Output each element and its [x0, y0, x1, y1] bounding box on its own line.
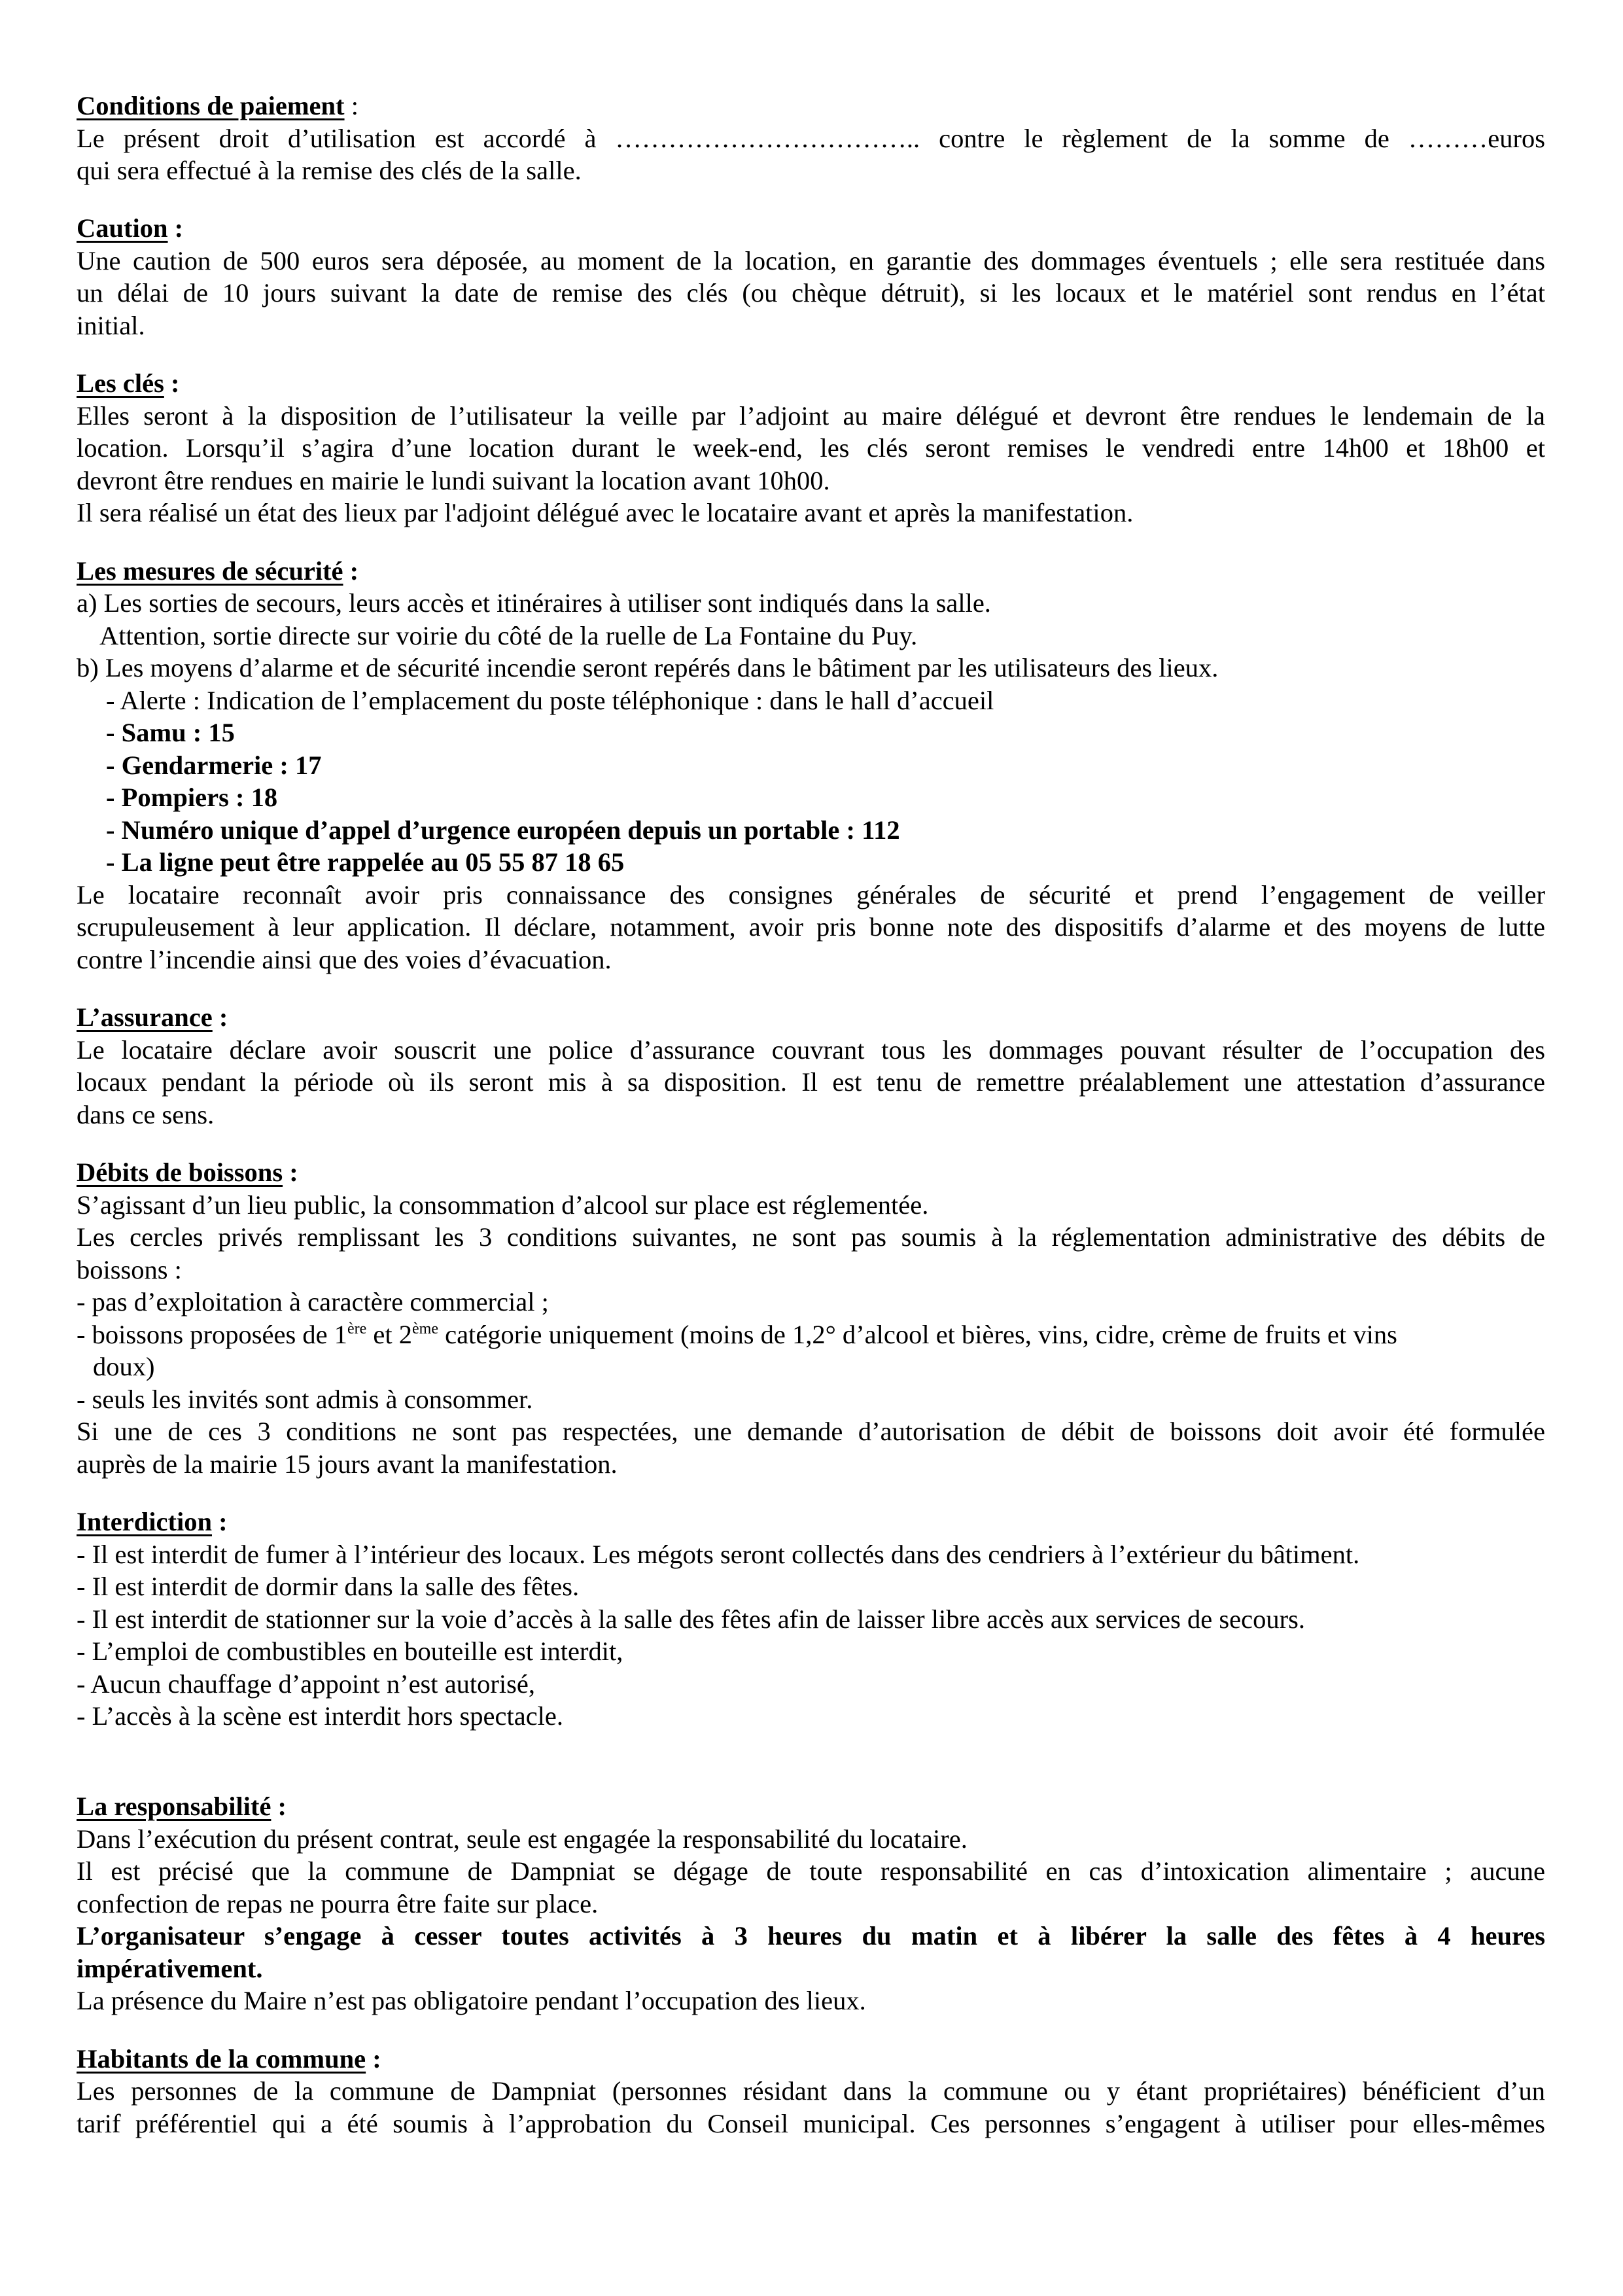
paragraph-line: Elles seront à la disposition de l’utilisateur la veille par l’adjoint au maire délégué et devront être rendues le lendemain de la	[77, 401, 1545, 431]
heading-text: Conditions de paiement	[77, 91, 345, 120]
prohibition-item: - Il est interdit de dormir dans la salle des fêtes.	[77, 1572, 580, 1601]
paragraph-line: dans ce sens.	[77, 1100, 215, 1129]
paragraph-line: La présence du Maire n’est pas obligatoire pendant l’occupation des lieux.	[77, 1986, 866, 2015]
paragraph-line: initial.	[77, 311, 145, 340]
section-heading-interdiction	[77, 1506, 1545, 1538]
paragraph-line: tarif préférentiel qui a été soumis à l’approbation du Conseil municipal. Ces personnes s’engagent à utiliser pour elles-mêmes	[77, 2109, 1545, 2138]
emergency-number-samu: - Samu : 15	[106, 718, 235, 747]
section-heading-responsabilite	[77, 1790, 1545, 1823]
prohibition-item: - Aucun chauffage d’appoint n’est autorisé,	[77, 1669, 536, 1699]
condition-item-categories	[77, 1318, 1545, 1351]
heading-colon: :	[343, 556, 359, 586]
text: catégorie uniquement (moins de 1,2° d’alcool et bières, vins, cidre, crème de fruits et vins	[438, 1320, 1397, 1349]
section-heading-debits-boissons	[77, 1156, 1545, 1189]
paragraph-line: Le locataire reconnaît avoir pris connaissance des consignes générales de sécurité et prend l’engagement de veiller	[77, 880, 1545, 910]
section-heading-assurance	[77, 1001, 1545, 1034]
heading-colon: :	[212, 1002, 228, 1032]
paragraph-line: Il est précisé que la commune de Dampniat se dégage de toute responsabilité en cas d’intoxication alimentaire ; aucune	[77, 1856, 1545, 1886]
paragraph-line: Les personnes de la commune de Dampniat (personnes résidant dans la commune ou y étant propriétaires) bénéficient d’un	[77, 2076, 1545, 2106]
prohibition-item: - Il est interdit de stationner sur la voie d’accès à la salle des fêtes afin de laisser libre accès aux services de secours.	[77, 1604, 1305, 1634]
heading-text: L’assurance	[77, 1002, 213, 1032]
paragraph-line: location. Lorsqu’il s’agira d’une location durant le week-end, les clés seront remises le vendredi entre 14h00 et 18h00 et	[77, 433, 1545, 463]
heading-text: Débits de boissons	[77, 1157, 283, 1187]
paragraph-line: Les cercles privés remplissant les 3 conditions suivantes, ne sont pas soumis à la réglementation administrative des débits de	[77, 1222, 1545, 1252]
section-heading-mesures-securite	[77, 555, 1545, 588]
paragraph-line: Le présent droit d’utilisation est accordé à …………………………….. contre le règlement de la somme de ………euros	[77, 124, 1545, 153]
heading-text: Les clés	[77, 368, 164, 398]
heading-colon: :	[344, 91, 358, 120]
condition-item-continuation: doux)	[93, 1352, 155, 1381]
paragraph-line: S’agissant d’un lieu public, la consommation d’alcool sur place est réglementée.	[77, 1190, 929, 1220]
heading-colon: :	[212, 1507, 228, 1536]
paragraph-line: Le locataire déclare avoir souscrit une police d’assurance couvrant tous les dommages pouvant résulter de l’occupation des	[77, 1035, 1545, 1065]
paragraph-line: auprès de la mairie 15 jours avant la manifestation.	[77, 1449, 618, 1479]
heading-colon: :	[366, 2044, 381, 2074]
prohibition-item: - L’emploi de combustibles en bouteille est interdit,	[77, 1636, 623, 1666]
paragraph-line: Dans l’exécution du présent contrat, seule est engagée la responsabilité du locataire.	[77, 1824, 968, 1854]
prohibition-item: - Il est interdit de fumer à l’intérieur des locaux. Les mégots seront collectés dans des cendriers à l’extérieur du bâtiment.	[77, 1540, 1360, 1569]
heading-text: La responsabilité	[77, 1792, 271, 1821]
paragraph-line: contre l’incendie ainsi que des voies d’évacuation.	[77, 945, 612, 974]
heading-colon: :	[167, 213, 184, 243]
paragraph-line: Il sera réalisé un état des lieux par l'adjoint délégué avec le locataire avant et après la manifestation.	[77, 498, 1134, 527]
section-heading-habitants	[77, 2043, 1545, 2075]
organizer-commitment: L’organisateur s’engage à cesser toutes activités à 3 heures du matin et à libérer la salle des fêtes à 4 heures	[77, 1921, 1545, 1951]
condition-item: - seuls les invités sont admis à consommer.	[77, 1385, 533, 1414]
paragraph-line: scrupuleusement à leur application. Il déclare, notamment, avoir pris bonne note des dispositifs d’alarme et des moyens de lutte	[77, 912, 1545, 942]
organizer-commitment: impérativement.	[77, 1954, 263, 1983]
paragraph-line: devront être rendues en mairie le lundi suivant la location avant 10h00.	[77, 466, 830, 495]
paragraph-line: un délai de 10 jours suivant la date de remise des clés (ou chèque détruit), si les locaux et le matériel sont rendus en l’état	[77, 278, 1545, 308]
paragraph-line: qui sera effectué à la remise des clés de la salle.	[77, 156, 582, 185]
section-heading-conditions-paiement	[77, 90, 1545, 122]
sub-list-item: - Alerte : Indication de l’emplacement du poste téléphonique : dans le hall d’accueil	[106, 686, 994, 715]
paragraph-line: Si une de ces 3 conditions ne sont pas respectées, une demande d’autorisation de débit de boissons doit avoir été formulée	[77, 1417, 1545, 1446]
text: - boissons proposées de 1	[77, 1320, 347, 1349]
emergency-number-gendarmerie: - Gendarmerie : 17	[106, 751, 322, 780]
superscript: ère	[347, 1320, 367, 1337]
list-item: b) Les moyens d’alarme et de sécurité incendie seront repérés dans le bâtiment par les utilisateurs des lieux.	[77, 653, 1219, 682]
section-heading-caution	[77, 212, 1545, 245]
heading-colon: :	[271, 1792, 287, 1821]
list-item: a) Les sorties de secours, leurs accès et itinéraires à utiliser sont indiqués dans la salle.	[77, 588, 991, 618]
paragraph-line: locaux pendant la période où ils seront mis à sa disposition. Il est tenu de remettre préalablement une attestation d’assurance	[77, 1067, 1545, 1097]
paragraph-line: confection de repas ne pourra être faite sur place.	[77, 1889, 599, 1918]
prohibition-item: - L’accès à la scène est interdit hors spectacle.	[77, 1701, 564, 1731]
emergency-number-european: - Numéro unique d’appel d’urgence européen depuis un portable : 112	[106, 815, 900, 845]
heading-text: Caution	[77, 213, 168, 243]
list-item-note: Attention, sortie directe sur voirie du côté de la ruelle de La Fontaine du Puy.	[99, 621, 918, 650]
heading-colon: :	[283, 1157, 298, 1187]
paragraph-line: boissons :	[77, 1255, 182, 1284]
emergency-callback-number: - La ligne peut être rappelée au 05 55 87 18 65	[106, 847, 625, 877]
section-heading-cles	[77, 367, 1545, 400]
heading-text: Les mesures de sécurité	[77, 556, 343, 586]
emergency-number-pompiers: - Pompiers : 18	[106, 783, 278, 812]
heading-colon: :	[164, 368, 180, 398]
heading-text: Habitants de la commune	[77, 2044, 366, 2074]
text: et 2	[366, 1320, 412, 1349]
superscript: ème	[412, 1320, 438, 1337]
condition-item: - pas d’exploitation à caractère commercial ;	[77, 1287, 549, 1316]
heading-text: Interdiction	[77, 1507, 212, 1536]
paragraph-line: Une caution de 500 euros sera déposée, au moment de la location, en garantie des dommages éventuels ; elle sera restituée dans	[77, 246, 1545, 275]
